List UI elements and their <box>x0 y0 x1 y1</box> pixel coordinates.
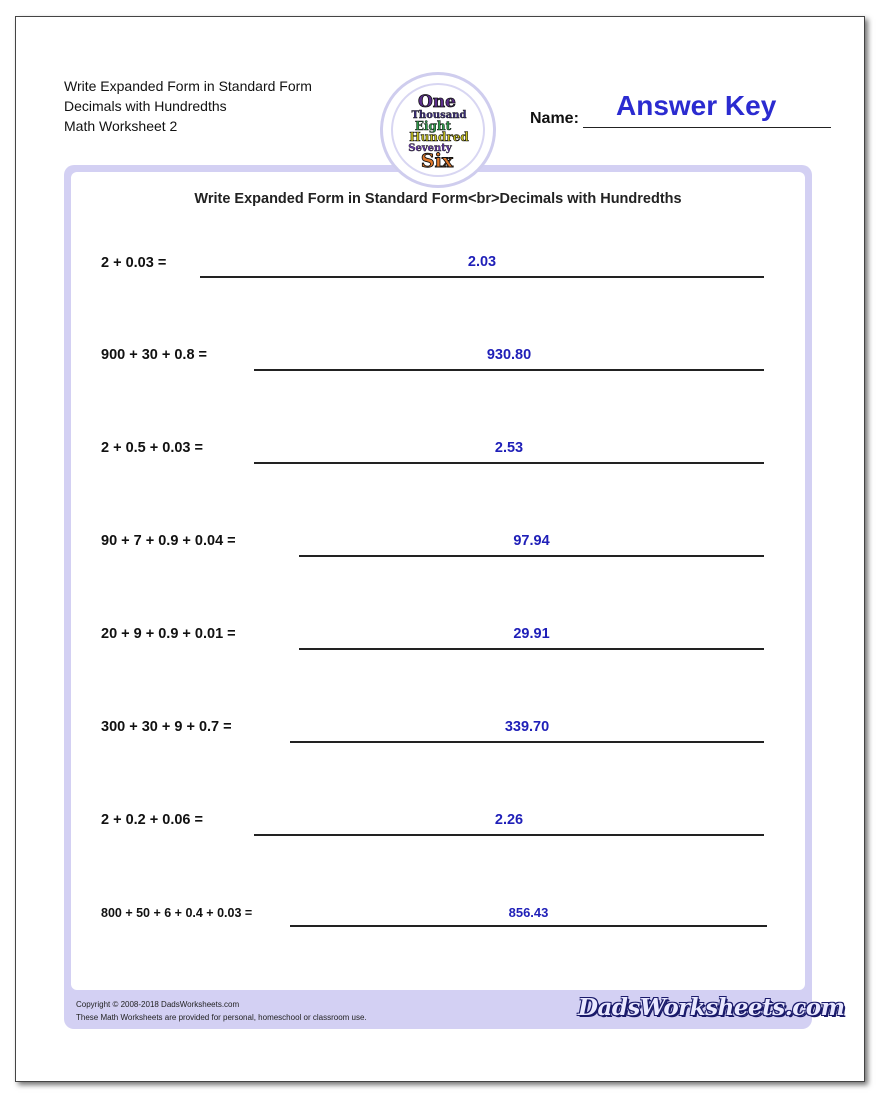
answer-line <box>254 369 764 371</box>
answer-line <box>290 741 764 743</box>
name-field-line <box>583 127 831 128</box>
number-words-logo <box>380 72 496 188</box>
problem-expression: 2 + 0.5 + 0.03 = <box>101 440 203 456</box>
answer-line <box>299 555 764 557</box>
answer-line <box>200 276 764 278</box>
logo-word-6: Six <box>420 150 454 172</box>
logo-word-3: Eight <box>414 119 452 133</box>
header-worksheet-number: Math Worksheet 2 <box>64 118 178 134</box>
worksheet-title: Write Expanded Form in Standard Form<br>Decimals with Hundredths <box>194 191 682 207</box>
logo-word-5: Seventy <box>408 143 452 154</box>
answer-line <box>299 648 764 650</box>
answer-value: 2.53 <box>494 440 524 456</box>
name-label: Name: <box>530 110 579 127</box>
answer-key-label: Answer Key <box>616 90 777 121</box>
footer-copyright <box>76 998 367 1024</box>
logo-word-2: Thousand <box>411 110 467 121</box>
header-subtitle-line: Decimals with Hundredths <box>64 98 227 114</box>
logo-badge <box>391 83 485 177</box>
problem-expression: 90 + 7 + 0.9 + 0.04 = <box>101 533 236 549</box>
problem-expression: 900 + 30 + 0.8 = <box>101 347 208 363</box>
worksheet-body <box>71 172 805 990</box>
worksheet-header <box>64 76 312 136</box>
problem-expression: 800 + 50 + 6 + 0.4 + 0.03 = <box>101 906 253 920</box>
usage-notice: These Math Worksheets are provided for personal, homeschool or classroom use. <box>76 1013 367 1022</box>
answer-line <box>254 834 764 836</box>
answer-value: 930.80 <box>486 347 532 363</box>
problem-expression: 300 + 30 + 9 + 0.7 = <box>101 719 232 735</box>
problem-expression: 2 + 0.2 + 0.06 = <box>101 812 203 828</box>
answer-line <box>290 925 767 927</box>
header-title-line: Write Expanded Form in Standard Form <box>64 78 312 94</box>
answer-value: 2.26 <box>494 812 524 828</box>
answer-value: 97.94 <box>513 533 550 549</box>
logo-word-4: Hundred <box>409 130 469 144</box>
problem-expression: 2 + 0.03 = <box>101 255 167 271</box>
answer-value: 29.91 <box>513 626 550 642</box>
answer-value: 2.03 <box>467 254 497 270</box>
logo-words-graphic <box>393 85 483 175</box>
answer-value: 856.43 <box>508 905 549 920</box>
answer-line <box>254 462 764 464</box>
dadsworksheets-logo: DadsWorksheets.com <box>578 994 845 1021</box>
logo-word-1: One <box>418 92 456 112</box>
copyright-text: Copyright © 2008-2018 DadsWorksheets.com <box>76 1000 240 1009</box>
problem-expression: 20 + 9 + 0.9 + 0.01 = <box>101 626 236 642</box>
answer-value: 339.70 <box>504 719 550 735</box>
